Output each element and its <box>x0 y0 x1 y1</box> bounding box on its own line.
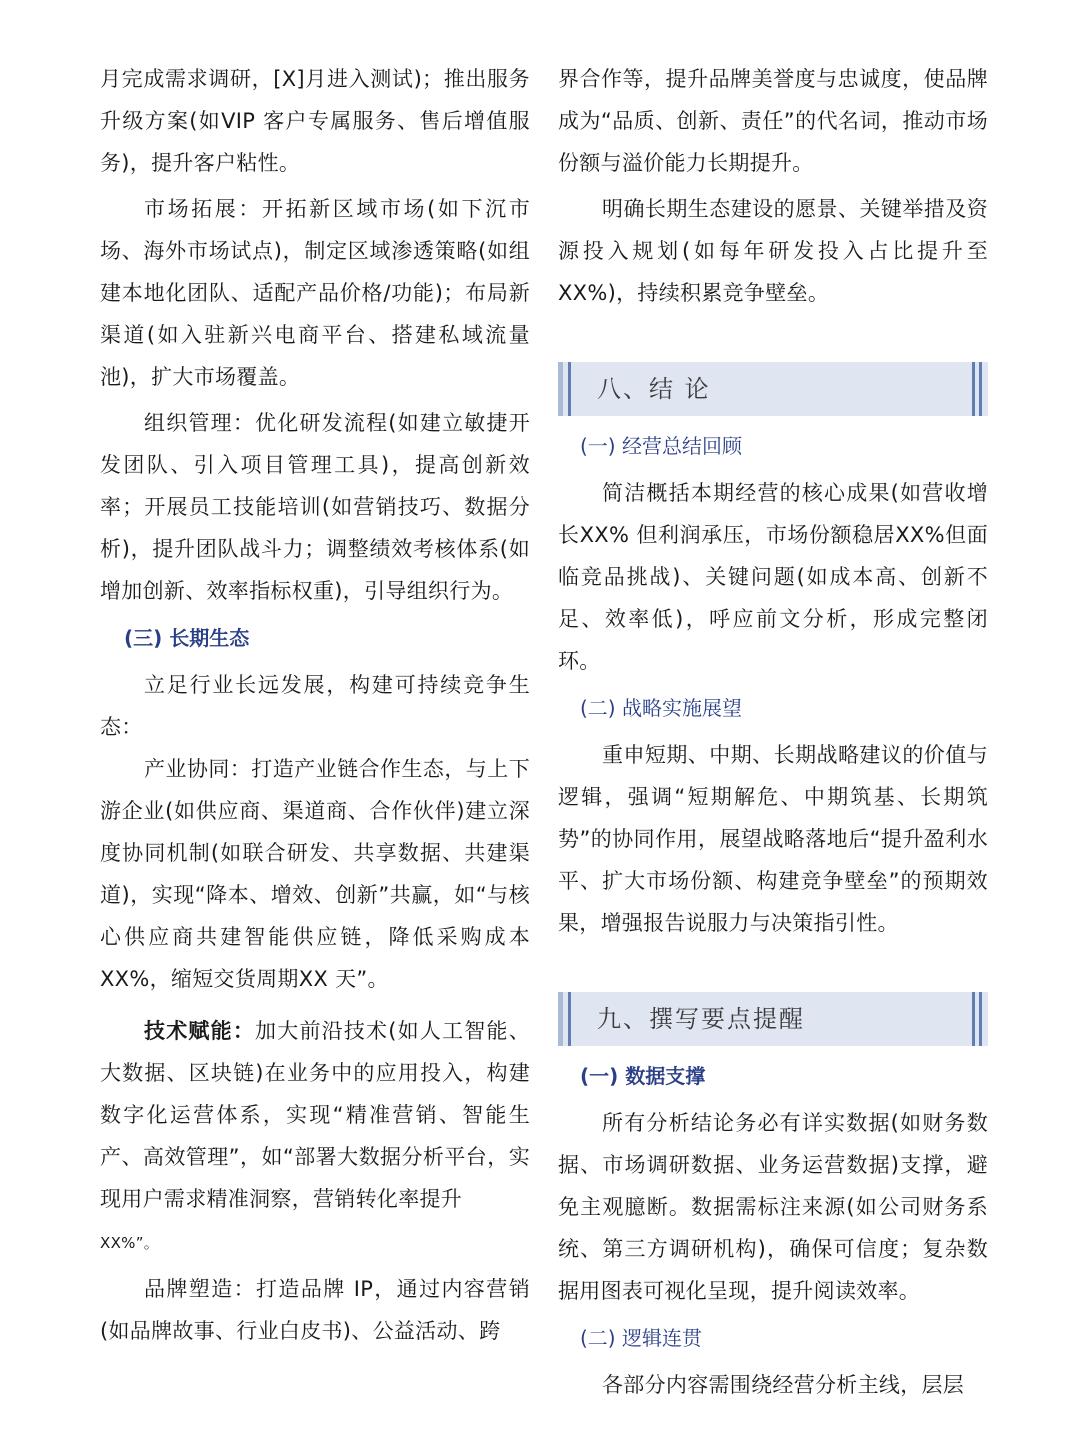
paragraph-brand-building: 品牌塑造：打造品牌 IP，通过内容营销(如品牌故事、行业白皮书)、公益活动、跨 <box>100 1277 530 1343</box>
heading-long-term-ecosystem: (三) 长期生态 <box>124 626 250 650</box>
paragraph-ecosystem-vision: 明确长期生态建设的愿景、关键举措及资源投入规划(如每年研发投入占比提升至XX%)，持续积累竞争壁垒。 <box>558 197 988 305</box>
tech-empowerment-body: 加大前沿技术(如人工智能、大数据、区块链)在业务中的应用投入，构建数字化运营体系，实现“精准营销、智能生产、高效管理”，如“部署大数据分析平台，实现用户需求精准洞察，营销转化率提升 <box>100 1019 530 1211</box>
paragraph-tech-empowerment <box>100 1010 530 1220</box>
heading-strategy-outlook: (二) 战略实施展望 <box>580 696 742 720</box>
section-title-writing-tips: 九、撰写要点提醒 <box>597 1005 805 1033</box>
paragraph-data-support: 所有分析结论务必有详实数据(如财务数据、市场调研数据、业务运营数据)支撑，避免主观臆断。数据需标注来源(如公司财务系统、第三方调研机构)，确保可信度；复杂数据用图表可视化呈现，提升阅读效率。 <box>558 1111 988 1303</box>
left-column <box>100 58 530 1352</box>
section-title-conclusion: 八、结 论 <box>597 375 711 403</box>
paragraph-strategy-outlook: 重申短期、中期、长期战略建议的价值与逻辑，强调“短期解危、中期筑基、长期筑势”的协同作用，展望战略落地后“提升盈利水平、扩大市场份额、构建竞争壁垒”的预期效果，增强报告说服力与决策指引性。 <box>558 743 988 935</box>
paragraph-long-term-intro: 立足行业长远发展，构建可持续竞争生态： <box>100 673 530 739</box>
paragraph-brand-continued: 界合作等，提升品牌美誉度与忠诚度，使品牌成为“品质、创新、责任”的代名词，推动市场份额与溢价能力长期提升。 <box>558 67 988 175</box>
heading-operation-review: (一) 经营总结回顾 <box>580 434 742 458</box>
heading-data-support: (一) 数据支撑 <box>580 1064 706 1088</box>
section-header-conclusion <box>558 362 988 416</box>
paragraph-operation-review: 简洁概括本期经营的核心成果(如营收增长XX% 但利润承压，市场份额稳居XX%但面临竞品挑战)、关键问题(如成本高、创新不足、效率低)，呼应前文分析，形成完整闭环。 <box>558 481 988 673</box>
section-header-writing-tips <box>558 992 988 1046</box>
right-column <box>558 58 988 1406</box>
tech-empowerment-label: 技术赋能： <box>144 1019 256 1043</box>
paragraph-logic-coherence: 各部分内容需围绕经营分析主线，层层 <box>602 1373 965 1397</box>
header-decoration-bars <box>972 362 984 416</box>
heading-logic-coherence: (二) 逻辑连贯 <box>580 1326 702 1350</box>
paragraph-service-upgrade: 月完成需求调研，[X]月进入测试)；推出服务升级方案(如VIP 客户专属服务、售后增值服务)，提升客户粘性。 <box>100 67 530 175</box>
paragraph-org-management: 组织管理：优化研发流程(如建立敏捷开发团队、引入项目管理工具)，提高创新效率；开展员工技能培训(如营销技巧、数据分析)，提升团队战斗力；调整绩效考核体系(如增加创新、效率指标权重)，引导组织行为。 <box>100 411 530 603</box>
header-decoration-bars <box>972 992 984 1046</box>
paragraph-market-expansion: 市场拓展：开拓新区域市场(如下沉市场、海外市场试点)，制定区域渗透策略(如组建本地化团队、适配产品价格/功能)；布局新渠道(如入驻新兴电商平台、搭建私域流量池)，扩大市场覆盖。 <box>100 197 530 389</box>
paragraph-industry-synergy: 产业协同：打造产业链合作生态，与上下游企业(如供应商、渠道商、合作伙伴)建立深度协同机制(如联合研发、共享数据、共建渠道)，实现“降本、增效、创新”共赢，如“与核心供应商共建智能供应链，降低采购成本XX%，缩短交货周期XX 天”。 <box>100 757 530 991</box>
tech-empowerment-tail: XX%”。 <box>100 1234 160 1252</box>
